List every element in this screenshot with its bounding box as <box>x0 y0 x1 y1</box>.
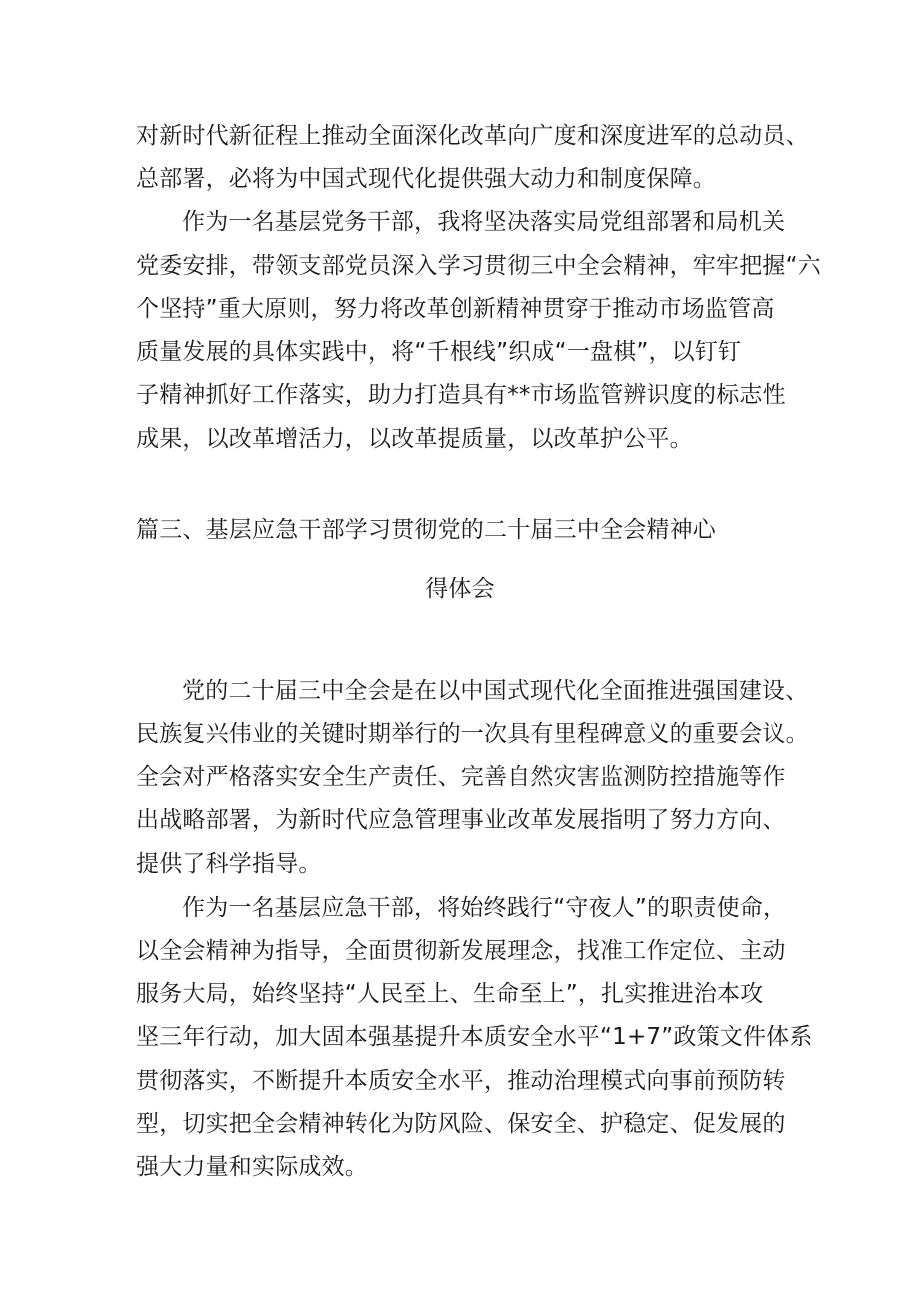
text-line: 对新时代新征程上推动全面深化改革向广度和深度进军的总动员、 <box>136 123 809 149</box>
text-line: 以全会精神为指导，全面贯彻新发展理念，找准工作定位、主动 <box>136 938 786 964</box>
text-line: 成果，以改革增活力，以改革提质量，以改革护公平。 <box>136 426 693 452</box>
text-line: 质量发展的具体实践中，将“千根线”织成“一盘棋”，以钉钉 <box>136 339 742 365</box>
text-line: 子精神抓好工作落实，助力打造具有**市场监管辨识度的标志性 <box>136 382 786 408</box>
section-heading-line-2: 得体会 <box>425 576 495 602</box>
text-line: 作为一名基层应急干部，将始终践行“守夜人”的职责使命， <box>182 895 787 921</box>
text-line: 出战略部署，为新时代应急管理事业改革发展指明了努力方向、 <box>136 807 786 833</box>
text-line: 坚三年行动，加大固本强基提升本质安全水平“1+7”政策文件体系 <box>136 1024 813 1050</box>
text-line: 强大力量和实际成效。 <box>136 1154 368 1180</box>
text-line: 作为一名基层党务干部，我将坚决落实局党组部署和局机关 <box>182 209 786 235</box>
text-line: 民族复兴伟业的关键时期举行的一次具有里程碑意义的重要会议。 <box>136 721 809 747</box>
text-line: 个坚持”重大原则，努力将改革创新精神贯穿于推动市场监管高 <box>136 296 775 322</box>
section-heading-line-1: 篇三、基层应急干部学习贯彻党的二十届三中全会精神心 <box>136 517 716 543</box>
text-line: 总部署，必将为中国式现代化提供强大动力和制度保障。 <box>136 166 716 192</box>
text-line: 党的二十届三中全会是在以中国式现代化全面推进强国建设、 <box>182 678 809 704</box>
text-line: 提供了科学指导。 <box>136 851 322 877</box>
text-line: 贯彻落实，不断提升本质安全水平，推动治理模式向事前预防转 <box>136 1068 786 1094</box>
text-line: 服务大局，始终坚持“人民至上、生命至上”，扎实推进治本攻 <box>136 981 764 1007</box>
text-line: 全会对严格落实安全生产责任、完善自然灾害监测防控措施等作 <box>136 764 786 790</box>
text-line: 型，切实把全会精神转化为防风险、保安全、护稳定、促发展的 <box>136 1111 786 1137</box>
text-line: 党委安排，带领支部党员深入学习贯彻三中全会精神，牢牢把握“六 <box>136 253 821 279</box>
